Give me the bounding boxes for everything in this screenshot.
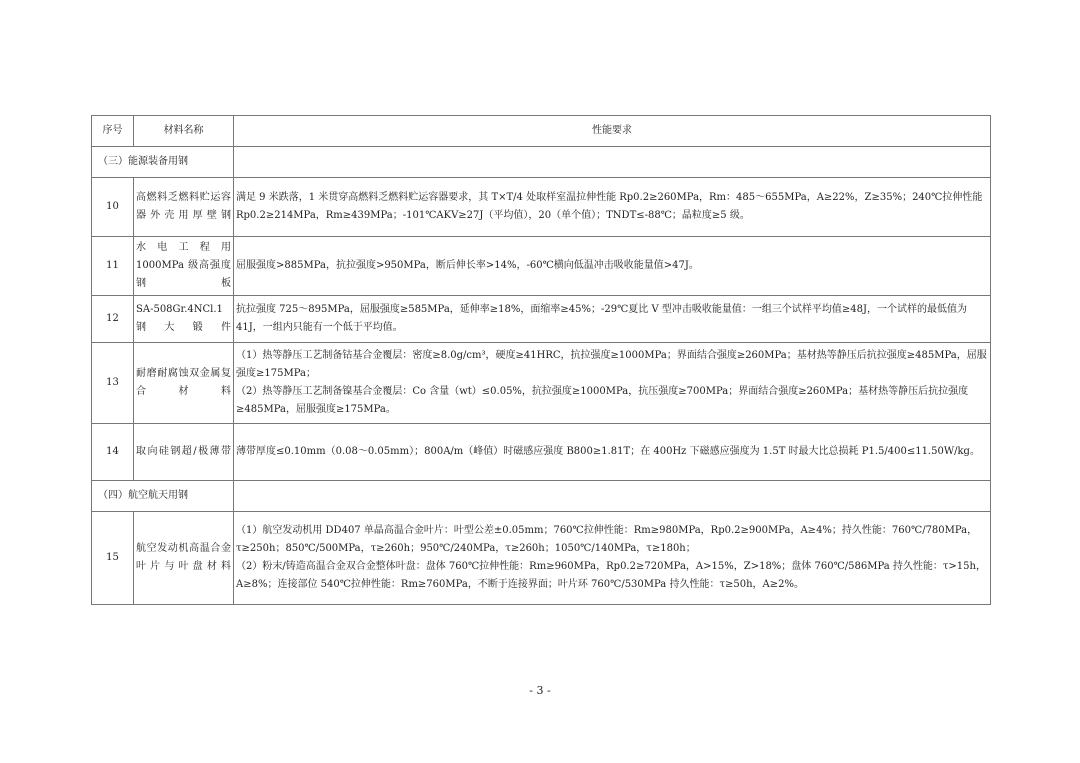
row-index: 12 (92, 296, 134, 343)
section-blank-cell (234, 481, 991, 512)
section-title: （三）能源装备用钢 (98, 156, 188, 167)
table-row (92, 424, 991, 481)
section-row (92, 147, 991, 178)
row-index: 10 (92, 178, 134, 237)
section-blank-cell (234, 147, 991, 178)
page-number: - 3 - (529, 684, 551, 697)
row-requirement: 抗拉强度 725～895MPa，屈服强度≥585MPa，延伸率≥18%，面缩率≥45%；-29℃夏比 V 型冲击吸收能量值：一组三个试样平均值≥48J，一个试样的最低值为 41J，一组内只能有一个低于平均值。 (234, 296, 991, 343)
row-requirement (234, 343, 991, 424)
row-material: 耐磨耐腐蚀双金属复合材料 (134, 343, 234, 424)
section-title-cell (92, 481, 234, 512)
requirement-line: （2）粉末/铸造高温合金双合金整体叶盘：盘体 760℃拉伸性能：Rm≥960MPa，Rp0.2≥720MPa，A>15%，Z>18%；盘体 760℃/586MPa 持久性能：τ>15h，A≥8%；连接部位 540℃拉伸性能：Rm≥760MPa，不断于连接界面；叶片环 760℃/530MPa 持久性能：τ≥50h，A≥2%。 (236, 561, 986, 590)
table-header-row (92, 116, 991, 147)
header-index: 序号 (92, 116, 134, 147)
table-row (92, 512, 991, 605)
row-requirement: 屈服强度>885MPa，抗拉强度>950MPa，断后伸长率>14%，-60℃横向低温冲击吸收能量值>47J。 (234, 237, 991, 296)
header-requirement: 性能要求 (234, 116, 991, 147)
row-material: 高燃料乏燃料贮运容器外壳用厚壁钢 (134, 178, 234, 237)
row-index: 14 (92, 424, 134, 481)
requirement-line: （1）热等静压工艺制备钴基合金覆层：密度≥8.0g/cm³，硬度≥41HRC，抗拉强度≥1000MPa；界面结合强度≥260MPa；基材热等静压后抗拉强度≥485MPa，屈服强度≥175MPa； (236, 350, 987, 379)
row-requirement: 薄带厚度≤0.10mm（0.08～0.05mm）；800A/m（峰值）时磁感应强度 B800≥1.81T；在 400Hz 下磁感应强度为 1.5T 时最大比总损耗 P1.5/400≤11.50W/kg。 (234, 424, 991, 481)
row-material: SA-508Gr.4NCl.1 钢大锻件 (134, 296, 234, 343)
row-material: 航空发动机高温合金叶片与叶盘材料 (134, 512, 234, 605)
row-index: 15 (92, 512, 134, 605)
requirement-line: （2）热等静压工艺制备镍基合金覆层：Co 含量（wt）≤0.05%，抗拉强度≥1000MPa，抗压强度≥700MPa；界面结合强度≥260MPa；基材热等静压后抗拉强度≥485MPa，屈服强度≥175MPa。 (236, 386, 969, 415)
row-index: 13 (92, 343, 134, 424)
row-requirement: 满足 9 米跌落，1 米贯穿高燃料乏燃料贮运容器要求，其 T×T/4 处取样室温拉伸性能 Rp0.2≥260MPa，Rm：485～655MPa，A≥22%，Z≥35%；240℃拉伸性能 Rp0.2≥214MPa，Rm≥439MPa；-101℃AKV≥27J（平均值），20（单个值）；TNDT≤-88℃；晶粒度≥5 级。 (234, 178, 991, 237)
row-requirement (234, 512, 991, 605)
section-title: （四）航空航天用钢 (98, 490, 188, 501)
requirement-line: （1）航空发动机用 DD407 单晶高温合金叶片：叶型公差±0.05mm；760℃拉伸性能：Rm≥980MPa，Rp0.2≥900MPa，A≥4%；持久性能：760℃/780MPa，τ≥250h；850℃/500MPa，τ≥260h；950℃/240MPa，τ≥260h；1050℃/140MPa，τ≥180h； (236, 525, 978, 554)
row-material: 取向硅钢超/极薄带 (134, 424, 234, 481)
table-row (92, 343, 991, 424)
row-index: 11 (92, 237, 134, 296)
material-requirements-table (91, 115, 991, 605)
header-material: 材料名称 (134, 116, 234, 147)
section-row (92, 481, 991, 512)
table-row (92, 237, 991, 296)
row-material: 水电工程用1000MPa 级高强度钢板 (134, 237, 234, 296)
section-title-cell (92, 147, 234, 178)
table-row (92, 178, 991, 237)
table-row (92, 296, 991, 343)
